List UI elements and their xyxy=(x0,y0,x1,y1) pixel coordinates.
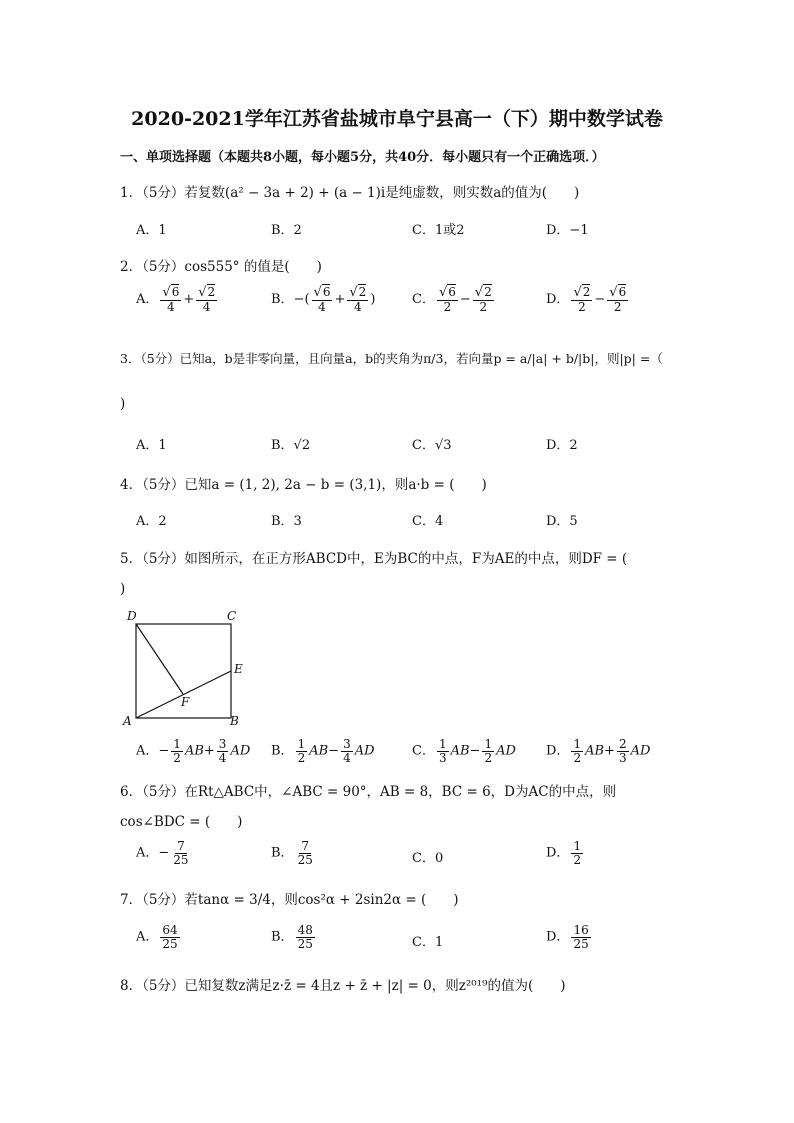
q5-option-b[interactable]: B． $\frac{1}{2}$ AB− $\frac{3}{4}$ AD xyxy=(271,737,375,765)
q2-option-c-label: C． xyxy=(412,292,435,308)
question-5-stem: 5．（5分）如图所示，在正方形ABCD中，E为BC的中点，F为AE的中点，则DF = ( xyxy=(120,551,628,567)
q6-option-c[interactable]: C．0 xyxy=(412,851,444,866)
label-c: C xyxy=(227,609,237,623)
q2-option-c[interactable]: C． $\frac{√6}{2}$ − $\frac{√2}{2}$ xyxy=(412,285,492,314)
q1-option-d[interactable]: D．−1 xyxy=(546,223,589,238)
question-5-stem-cont: ) xyxy=(120,581,126,597)
q7-option-d[interactable]: D． $\frac{16}{25}$ xyxy=(546,923,589,951)
label-f: F xyxy=(181,695,190,709)
q6-option-a-label: A． xyxy=(136,845,159,861)
q2c-frac2: $\frac{√2}{2}$ xyxy=(474,285,492,314)
q1-option-a[interactable]: A．1 xyxy=(136,223,167,238)
q2-option-a-label: A． xyxy=(136,292,159,308)
q5-option-c[interactable]: C． $\frac{1}{3}$ AB− $\frac{1}{2}$ AD xyxy=(412,737,516,765)
page-title: 2020-2021学年江苏省盐城市阜宁县高一（下）期中数学试卷 xyxy=(131,108,663,130)
q7-option-c[interactable]: C．1 xyxy=(412,935,444,950)
q2c-frac1: $\frac{√6}{2}$ xyxy=(438,285,456,314)
question-6-stem: 6．（5分）在Rt△ABC中，∠ABC = 90°，AB = 8，BC = 6，D为AC的中点，则 xyxy=(120,784,617,800)
label-e: E xyxy=(234,662,243,676)
q2d-frac2: $\frac{√6}{2}$ xyxy=(609,285,627,314)
q7-option-a-label: A． xyxy=(136,929,159,945)
q4-option-a[interactable]: A．2 xyxy=(136,514,167,529)
q7-option-a[interactable]: A． $\frac{64}{25}$ xyxy=(136,923,178,951)
question-6-stem-cont: cos∠BDC = ( ) xyxy=(120,814,243,830)
question-3-stem-cont: ) xyxy=(120,396,126,412)
q6-option-d[interactable]: D． $\frac{1}{2}$ xyxy=(546,839,582,867)
q5-option-d-label: D． xyxy=(546,743,570,759)
q2b-frac2: $\frac{√2}{4}$ xyxy=(349,285,367,314)
q5-option-c-label: C． xyxy=(412,743,435,759)
label-d: D xyxy=(127,609,137,623)
square-figure xyxy=(120,605,260,730)
q7-option-b[interactable]: B． $\frac{48}{25}$ xyxy=(271,923,313,951)
q2-option-d-label: D． xyxy=(546,292,570,308)
question-3-stem: 3．（5分）已知a，b是非零向量，且向量a，b的夹角为π/3，若向量p = a/|a| + b/|b|，则|p| =（ xyxy=(120,351,663,366)
q3-option-c[interactable]: C．√3 xyxy=(412,438,452,453)
q3-option-d[interactable]: D．2 xyxy=(546,438,578,453)
question-4-stem: 4．（5分）已知a = (1, 2), 2a − b = (3,1)，则a·b = ( ) xyxy=(120,477,487,493)
q2-option-a[interactable]: A． $\frac{√6}{4}$ + $\frac{√2}{4}$ xyxy=(136,285,216,314)
q6-option-b-label: B． xyxy=(271,845,294,861)
question-7-stem: 7．（5分）若tanα = 3/4，则cos²α + 2sin2α = ( ) xyxy=(120,892,459,908)
q4-option-d[interactable]: D．5 xyxy=(546,514,578,529)
q6-option-a[interactable]: A．− $\frac{7}{25}$ xyxy=(136,839,189,867)
q1-option-b[interactable]: B．2 xyxy=(271,223,302,238)
q2a-frac2: $\frac{√2}{4}$ xyxy=(198,285,216,314)
label-b: B xyxy=(230,714,239,728)
q2a-frac1: $\frac{√6}{4}$ xyxy=(162,285,180,314)
section-heading: 一、单项选择题（本题共8小题，每小题5分，共40分．每小题只有一个正确选项．） xyxy=(120,150,605,165)
q6-option-d-label: D． xyxy=(546,845,570,861)
q2-option-b[interactable]: B．−( $\frac{√6}{4}$ + $\frac{√2}{4}$ ) xyxy=(271,285,376,314)
q2-option-b-label: B． xyxy=(271,292,294,308)
question-1-stem: 1．（5分）若复数(a² − 3a + 2) + (a − 1)i是纯虚数，则实数a的值为( ) xyxy=(120,185,580,201)
q3-option-b[interactable]: B．√2 xyxy=(271,438,311,453)
q2d-frac1: $\frac{√2}{2}$ xyxy=(573,285,591,314)
q5-option-d[interactable]: D． $\frac{1}{2}$ AB+ $\frac{2}{3}$ AD xyxy=(546,737,651,765)
q3-option-a[interactable]: A．1 xyxy=(136,438,167,453)
label-a: A xyxy=(123,714,132,728)
q4-option-c[interactable]: C．4 xyxy=(412,514,444,529)
segment-df xyxy=(136,624,183,694)
q5-option-a[interactable]: A．− $\frac{1}{2}$ AB+ $\frac{3}{4}$ AD xyxy=(136,737,251,765)
q6-option-b[interactable]: B． $\frac{7}{25}$ xyxy=(271,839,313,867)
q1-option-c[interactable]: C．1或2 xyxy=(412,223,465,238)
q7-option-b-label: B． xyxy=(271,929,294,945)
q5-option-b-label: B． xyxy=(271,743,294,759)
q7-option-d-label: D． xyxy=(546,929,570,945)
question-8-stem: 8．（5分）已知复数z满足z·z̄ = 4且z + z̄ + |z| = 0，则z²⁰¹⁹的值为( ) xyxy=(120,978,566,994)
q2-option-d[interactable]: D． $\frac{√2}{2}$ − $\frac{√6}{2}$ xyxy=(546,285,627,314)
q2b-frac1: $\frac{√6}{4}$ xyxy=(313,285,331,314)
q4-option-b[interactable]: B．3 xyxy=(271,514,302,529)
question-2-stem: 2．（5分）cos555° 的值是( ) xyxy=(120,259,322,275)
q5-option-a-label: A． xyxy=(136,743,159,759)
